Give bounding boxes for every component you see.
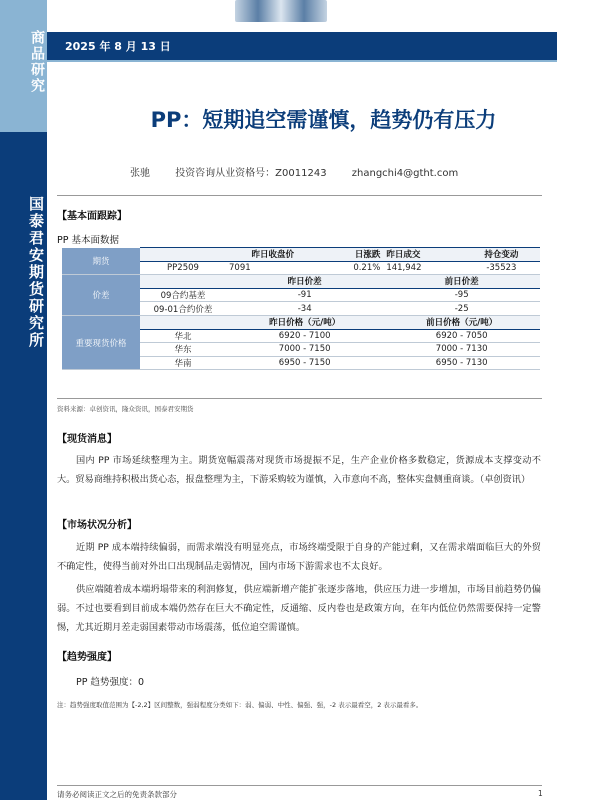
table-title: PP 基本面数据 [57, 235, 119, 246]
header-close: 昨日收盘价 [226, 248, 320, 262]
fundamentals-table [62, 247, 540, 370]
contract-code: PP2509 [140, 261, 226, 275]
news-paragraph: 国内 PP 市场延续整理为主。期货宽幅震荡对现货市场提振不足，生产企业价格多数稳定，货源成本支撑变动不大。贸易商维持积极出货心态，报盘整理为主，下游采购较为谨慎，入市意向不高，整体实盘侧重商谈。（卓创资讯） [57, 455, 541, 485]
header-price-yday: 昨日价格（元/吨） [226, 315, 383, 329]
close-price: 7091 [226, 261, 320, 275]
header-change: 日涨跌 [320, 248, 384, 262]
report-title: PP：短期追空需谨慎，趋势仍有压力 [150, 108, 497, 132]
row-label-spot: 重要现货价格 [62, 315, 140, 369]
basis-label: 09合约基差 [140, 288, 226, 302]
page-number: 1 [538, 789, 543, 798]
section-fundamentals: 【基本面跟踪】 [57, 211, 127, 222]
row-label-spread: 价差 [62, 275, 140, 316]
section-analysis: 【市场状况分析】 [57, 520, 137, 531]
region-south: 华南 [140, 356, 226, 370]
north-prev: 6920 - 7050 [383, 329, 540, 343]
header-volume: 昨日成交 [383, 248, 462, 262]
east-prev: 7000 - 7130 [383, 343, 540, 357]
oi-change: -35523 [463, 261, 540, 275]
calendar-prev: -25 [383, 302, 540, 316]
header-spread-yday: 昨日价差 [226, 275, 383, 289]
north-yday: 6920 - 7100 [226, 329, 383, 343]
row-label-futures: 期货 [62, 248, 140, 275]
header-spread-prev: 前日价差 [383, 275, 540, 289]
header-rule [47, 60, 557, 62]
calendar-label: 09-01合约价差 [140, 302, 226, 316]
region-east: 华东 [140, 343, 226, 357]
section-news: 【现货消息】 [57, 434, 117, 445]
author-name: 张驰 [130, 168, 150, 179]
south-prev: 6950 - 7130 [383, 356, 540, 370]
header-oi: 持仓变动 [463, 248, 540, 262]
author-email: zhangchi4@gtht.com [351, 168, 459, 179]
analysis-paragraph-2: 供应端随着成本端坍塌带来的利润修复，供应端新增产能扩张逐步落地，供应压力进一步增加，市场目前趋势仍偏弱。不过也要看到目前成本端仍然存在巨大不确定性，反通缩、反内卷也是政策方向，在年内低位仍然需要保持一定警惕，尤其近期月差走弱国素带动市场震荡，低位追空需谨慎。 [57, 584, 541, 633]
south-yday: 6950 - 7150 [226, 356, 383, 370]
author-license: 投资咨询从业资格号：Z0011243 [175, 168, 327, 179]
basis-yday: -91 [226, 288, 383, 302]
trend-note: 注：趋势强度取值范围为【-2,2】区间整数，强弱程度分类如下：弱、偏弱、中性、偏强、强，-2 表示最看空，2 表示最看多。 [57, 701, 423, 709]
sidebar-top-label: 商品研究 [29, 30, 45, 94]
company-logo [235, 0, 327, 22]
basis-prev: -95 [383, 288, 540, 302]
calendar-yday: -34 [226, 302, 383, 316]
section-strength: 【趋势强度】 [57, 652, 117, 663]
footer-rule [57, 785, 542, 786]
report-date: 2025 年 8 月 13 日 [65, 40, 171, 53]
author-line [130, 164, 480, 179]
east-yday: 7000 - 7150 [226, 343, 383, 357]
region-north: 华北 [140, 329, 226, 343]
source-note: 资料来源：卓创资讯，隆众资讯，国泰君安期货 [57, 405, 194, 413]
sidebar-bottom-label: 国泰君安期货研究所 [27, 196, 45, 349]
header-price-prev: 前日价格（元/吨） [383, 315, 540, 329]
divider [57, 195, 542, 196]
footer-disclaimer: 请务必阅读正文之后的免责条款部分 [57, 790, 177, 799]
trend-strength: PP 趋势强度：0 [76, 677, 145, 688]
divider [57, 398, 542, 399]
volume: 141,942 [383, 261, 462, 275]
daily-change: 0.21% [320, 261, 384, 275]
analysis-paragraph-1: 近期 PP 成本端持续偏弱，而需求端没有明显亮点，市场终端受限于自身的产能过剩，又在需求端面临巨大的外贸不确定性，使得当前对外出口出现制品走弱情况，国内市场下游需求也不太良好。 [57, 542, 541, 572]
